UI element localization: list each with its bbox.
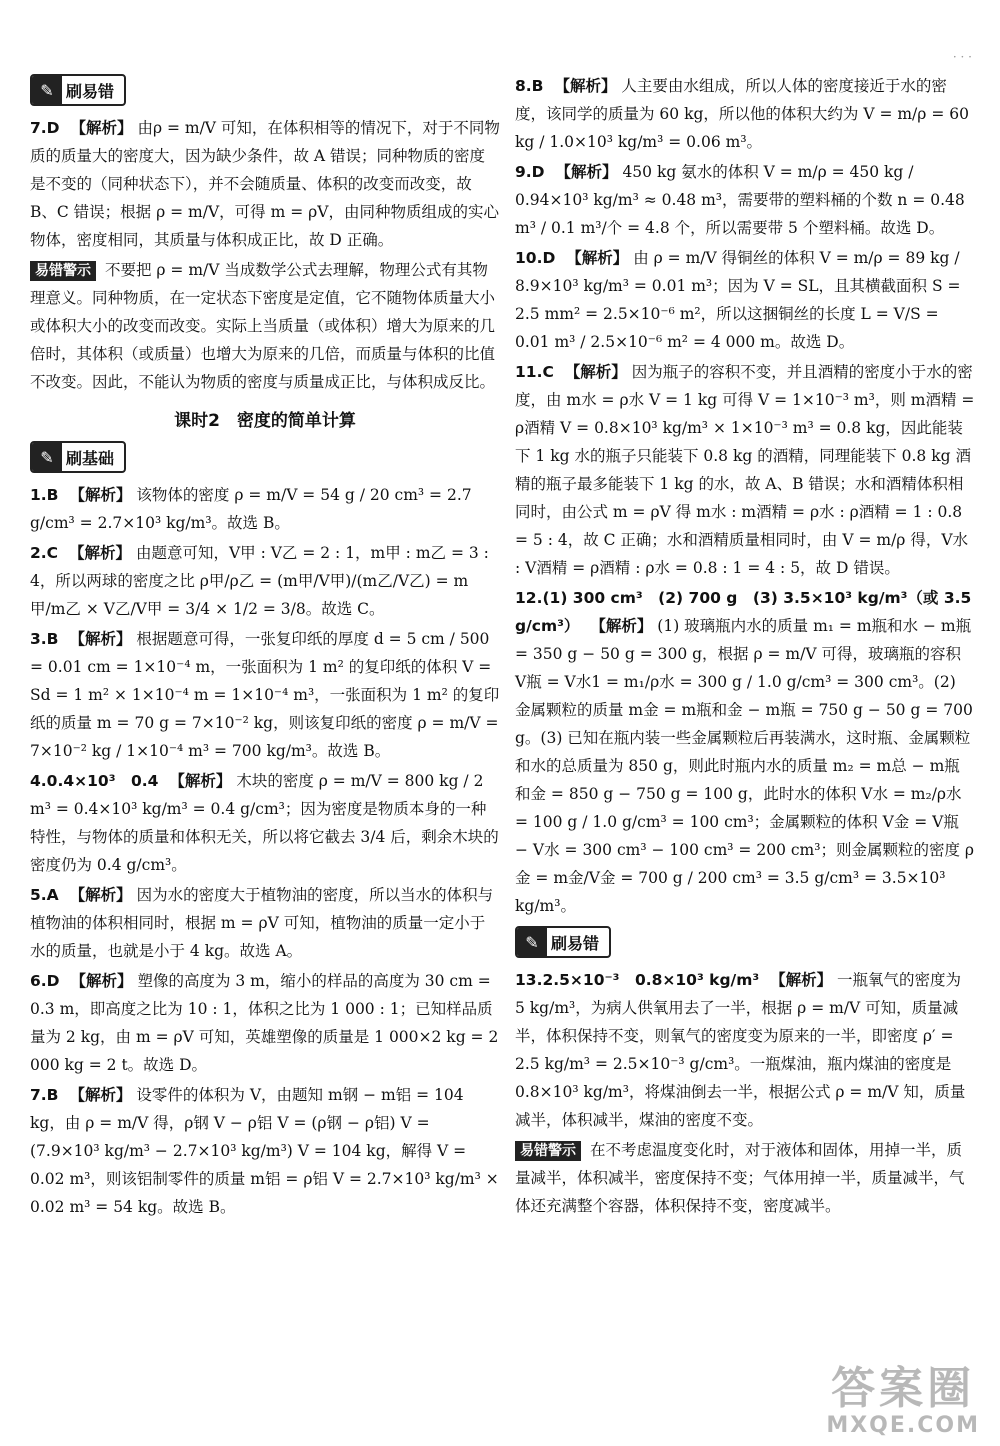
answer-item bbox=[30, 881, 500, 965]
answer-item bbox=[30, 625, 500, 765]
warning-text: 不要把 ρ = m/V 当成数学公式去理解，物理公式有其物理意义。同种物质，在一定状态下密度是定值，它不随物体质量大小或体积大小的改变而改变。实际上当质量（或体积）增大为原来的几倍时，其体积（或质量）也增大为原来的几倍，而质量与体积的比值不改变。因此，不能认为物质的密度与质量成正比，与体积成反比。 bbox=[30, 261, 496, 391]
answer-number: 9.D bbox=[515, 163, 545, 181]
warning-note bbox=[515, 1136, 975, 1220]
analysis-tag: 【解析】 bbox=[564, 363, 627, 381]
analysis-text: 一瓶氧气的密度为 5 kg/m³，为病人供氧用去了一半，根据 ρ = m/V 可知，质量减半，体积保持不变，则氧气的密度变为原来的一半，即密度 ρ′ = 2.5 kg/m³ = 2.5×10⁻³ g/cm³。一瓶煤油，瓶内煤油的密度是 0.8×10³ kg/m³，将煤油倒去一半，根据公式 ρ = m/V 知，质量减半，体积减半，煤油的密度不变。 bbox=[515, 971, 966, 1129]
left-column bbox=[30, 70, 500, 1223]
analysis-text: 人主要由水组成，所以人体的密度接近于水的密度，该同学的质量为 60 kg，所以他的体积大约为 V = m/ρ = 60 kg / 1.0×10³ kg/m³ = 0.06 m³。 bbox=[515, 77, 969, 151]
answer-number: 3.B bbox=[30, 630, 59, 648]
watermark bbox=[826, 1365, 980, 1438]
answer-item bbox=[515, 584, 975, 920]
answer-number: 5.A bbox=[30, 886, 59, 904]
answer-number: 8.B bbox=[515, 77, 544, 95]
answer-item bbox=[515, 72, 975, 156]
analysis-tag: 【解析】 bbox=[70, 119, 133, 137]
badge-label: 刷基础 bbox=[66, 448, 115, 468]
answer-item bbox=[515, 966, 975, 1134]
analysis-text: 设零件的体积为 V，由题知 m钢 − m铝 = 104 kg，由 ρ = m/V 得，ρ钢 V − ρ铝 V = (ρ钢 − ρ铝) V = (7.9×10³ kg/m³ − 2.7×10³ kg/m³) V = 104 kg，解得 V = 0.02 m³，则该铝制零件的质量 m铝 = ρ铝 V = 2.7×10³ kg/m³ × 0.02 m³ = 54 kg。故选 B。 bbox=[30, 1086, 499, 1216]
analysis-text: 塑像的高度为 3 m，缩小的样品的高度为 30 cm = 0.3 m，即高度之比为 10 : 1，体积之比为 1 000 : 1；已知样品质量为 2 kg，由 m = ρV 可知，英雄塑像的质量是 1 000×2 kg = 2 000 kg = 2 t。故选 D。 bbox=[30, 972, 499, 1074]
badge-shua-jichu bbox=[30, 441, 126, 473]
section-title: 课时2 密度的简单计算 bbox=[174, 411, 356, 431]
analysis-tag: 【解析】 bbox=[70, 972, 133, 990]
answer-number: 1.B bbox=[30, 486, 59, 504]
badge-shua-yicuo bbox=[30, 74, 126, 106]
analysis-tag: 【解析】 bbox=[69, 1086, 132, 1104]
pen-icon: ✎ bbox=[32, 76, 62, 104]
answer-item bbox=[30, 967, 500, 1079]
analysis-tag: 【解析】 bbox=[69, 486, 132, 504]
answer-number: 13.2.5×10⁻³ 0.8×10³ kg/m³ bbox=[515, 971, 760, 989]
analysis-text: 由 ρ = m/V 得铜丝的体积 V = m/ρ = 89 kg / 8.9×10³ kg/m³ = 0.01 m³；因为 V = SL，且其横截面积 S = 2.5 mm² = 2.5×10⁻⁶ m²，所以这捆铜丝的长度 L = V/S = 0.01 m³ / 2.5×10⁻⁶ m² = 4 000 m。故选 D。 bbox=[515, 249, 961, 351]
answer-item bbox=[515, 358, 975, 582]
analysis-tag: 【解析】 bbox=[69, 886, 132, 904]
answer-item bbox=[30, 1081, 500, 1221]
analysis-tag: 【解析】 bbox=[69, 630, 132, 648]
analysis-text: 木块的密度 ρ = m/V = 800 kg / 2 m³ = 0.4×10³ kg/m³ = 0.4 g/cm³；因为密度是物质本身的一种特性，与物体的质量和体积无关，所以将它截去 3/4 后，剩余木块的密度仍为 0.4 g/cm³。 bbox=[30, 772, 499, 874]
answer-item bbox=[30, 481, 500, 537]
answer-item bbox=[515, 244, 975, 356]
answer-number: 6.D bbox=[30, 972, 60, 990]
answer-item bbox=[30, 114, 500, 254]
badge-label: 刷易错 bbox=[66, 81, 115, 101]
badge-label: 刷易错 bbox=[551, 933, 600, 953]
corner-mark: · · · bbox=[952, 50, 972, 64]
analysis-tag: 【解析】 bbox=[554, 77, 617, 95]
analysis-tag: 【解析】 bbox=[69, 544, 132, 562]
answer-number: 11.C bbox=[515, 363, 554, 381]
analysis-text: 由ρ = m/V 可知，在体积相等的情况下，对于不同物质的质量大的密度大，因为缺少条件，故 A 错误；同种物质的密度是不变的（同种状态下），并不会随质量、体积的改变而改变，故 B、C 错误；根据 ρ = m/V，可得 m = ρV，由同种物质组成的实心物体，密度相同，其质量与体积成正比，故 D 正确。 bbox=[30, 119, 500, 249]
answer-number: 7.D bbox=[30, 119, 60, 137]
warning-note bbox=[30, 256, 500, 396]
analysis-tag: 【解析】 bbox=[590, 617, 653, 635]
analysis-text: 根据题意可得，一张复印纸的厚度 d = 5 cm / 500 = 0.01 cm = 1×10⁻⁴ m，一张面积为 1 m² 的复印纸的体积 V = Sd = 1 m² × 1×10⁻⁴ m = 1×10⁻⁴ m³，一张面积为 1 m² 的复印纸的质量 m = 70 g = 7×10⁻² kg，则该复印纸的密度 ρ = m/V = 7×10⁻² kg / 1×10⁻⁴ m³ = 700 kg/m³。故选 B。 bbox=[30, 630, 500, 760]
watermark-url: MXQE.COM bbox=[826, 1413, 980, 1438]
analysis-text: 由题意可知，V甲 : V乙 = 2 : 1，m甲 : m乙 = 3 : 4，所以两球的密度之比 ρ甲/ρ乙 = (m甲/V甲)/(m乙/V乙) = m甲/m乙 × V乙/V甲 = 3/4 × 1/2 = 3/8。故选 C。 bbox=[30, 544, 489, 618]
analysis-text: 因为瓶子的容积不变，并且酒精的密度小于水的密度，由 m水 = ρ水 V = 1 kg 可得 V = 1×10⁻³ m³，则 m酒精 = ρ酒精 V = 0.8×10³ kg/m³ × 1×10⁻³ m³ = 0.8 kg，因此能装下 1 kg 水的瓶子只能装下 0.8 kg 的酒精，同理能装下 0.8 kg 酒精的瓶子最多能装下 1 kg 的水，故 A、B 错误；水和酒精体积相同时，由公式 m = ρV 得 m水 : m酒精 = ρ水 : ρ酒精 = 1 : 0.8 = 5 : 4，故 C 正确；水和酒精质量相同时，由 V = m/ρ 得，V水 : V酒精 = ρ酒精 : ρ水 = 0.8 : 1 = 4 : 5，故 D 错误。 bbox=[515, 363, 975, 577]
analysis-text: 450 kg 氨水的体积 V = m/ρ = 450 kg / 0.94×10³ kg/m³ ≈ 0.48 m³，需要带的塑料桶的个数 n = 0.48 m³ / 0.1 m³/个 = 4.8 个，所以需要带 5 个塑料桶。故选 D。 bbox=[515, 163, 965, 237]
right-column bbox=[515, 72, 975, 1222]
analysis-text: 该物体的密度 ρ = m/V = 54 g / 20 cm³ = 2.7 g/cm³ = 2.7×10³ kg/m³。故选 B。 bbox=[30, 486, 472, 532]
analysis-tag: 【解析】 bbox=[566, 249, 629, 267]
pen-icon: ✎ bbox=[32, 443, 62, 471]
analysis-tag: 【解析】 bbox=[169, 772, 232, 790]
warning-label: 易错警示 bbox=[30, 261, 96, 281]
answer-number: 2.C bbox=[30, 544, 59, 562]
warning-text: 在不考虑温度变化时，对于液体和固体，用掉一半，质量减半，体积减半，密度保持不变；气体用掉一半，质量减半，气体还充满整个容器，体积保持不变，密度减半。 bbox=[515, 1141, 965, 1215]
answer-number: 12.(1) 300 cm³ (2) 700 g (3) 3.5×10³ kg/m³（或 3.5 g/cm³） bbox=[515, 589, 972, 635]
answer-number: 7.B bbox=[30, 1086, 59, 1104]
warning-label: 易错警示 bbox=[515, 1141, 581, 1161]
watermark-text: 答案圈 bbox=[831, 1363, 976, 1414]
analysis-text: 因为水的密度大于植物油的密度，所以当水的体积与植物油的体积相同时，根据 m = ρV 可知，植物油的质量一定小于水的质量，也就是小于 4 kg。故选 A。 bbox=[30, 886, 494, 960]
answer-item bbox=[30, 539, 500, 623]
answer-number: 10.D bbox=[515, 249, 556, 267]
pen-icon: ✎ bbox=[517, 928, 547, 956]
analysis-text: (1) 玻璃瓶内水的质量 m₁ = m瓶和水 − m瓶 = 350 g − 50 g = 300 g，根据 ρ = m/V 可得，玻璃瓶的容积 V瓶 = V水1 = m₁/ρ水 = 300 g / 1.0 g/cm³ = 300 cm³。(2) 金属颗粒的质量 m金 = m瓶和金 − m瓶 = 750 g − 50 g = 700 g。(3) 已知在瓶内装一些金属颗粒后再装满水，这时瓶、金属颗粒和水的总质量为 850 g，则此时瓶内水的质量 m₂ = m总 − m瓶和金 = 850 g − 750 g = 100 g，此时水的体积 V水 = m₂/ρ水 = 100 g / 1.0 g/cm³ = 100 cm³；金属颗粒的体积 V金 = V瓶 − V水 = 300 cm³ − 100 cm³ = 200 cm³；则金属颗粒的密度 ρ金 = m金/V金 = 700 g / 200 cm³ = 3.5 g/cm³ = 3.5×10³ kg/m³。 bbox=[515, 617, 974, 915]
answer-item bbox=[515, 158, 975, 242]
analysis-tag: 【解析】 bbox=[770, 971, 833, 989]
analysis-tag: 【解析】 bbox=[555, 163, 618, 181]
answer-number: 4.0.4×10³ 0.4 bbox=[30, 772, 159, 790]
badge-shua-yicuo bbox=[515, 926, 611, 958]
answer-item bbox=[30, 767, 500, 879]
